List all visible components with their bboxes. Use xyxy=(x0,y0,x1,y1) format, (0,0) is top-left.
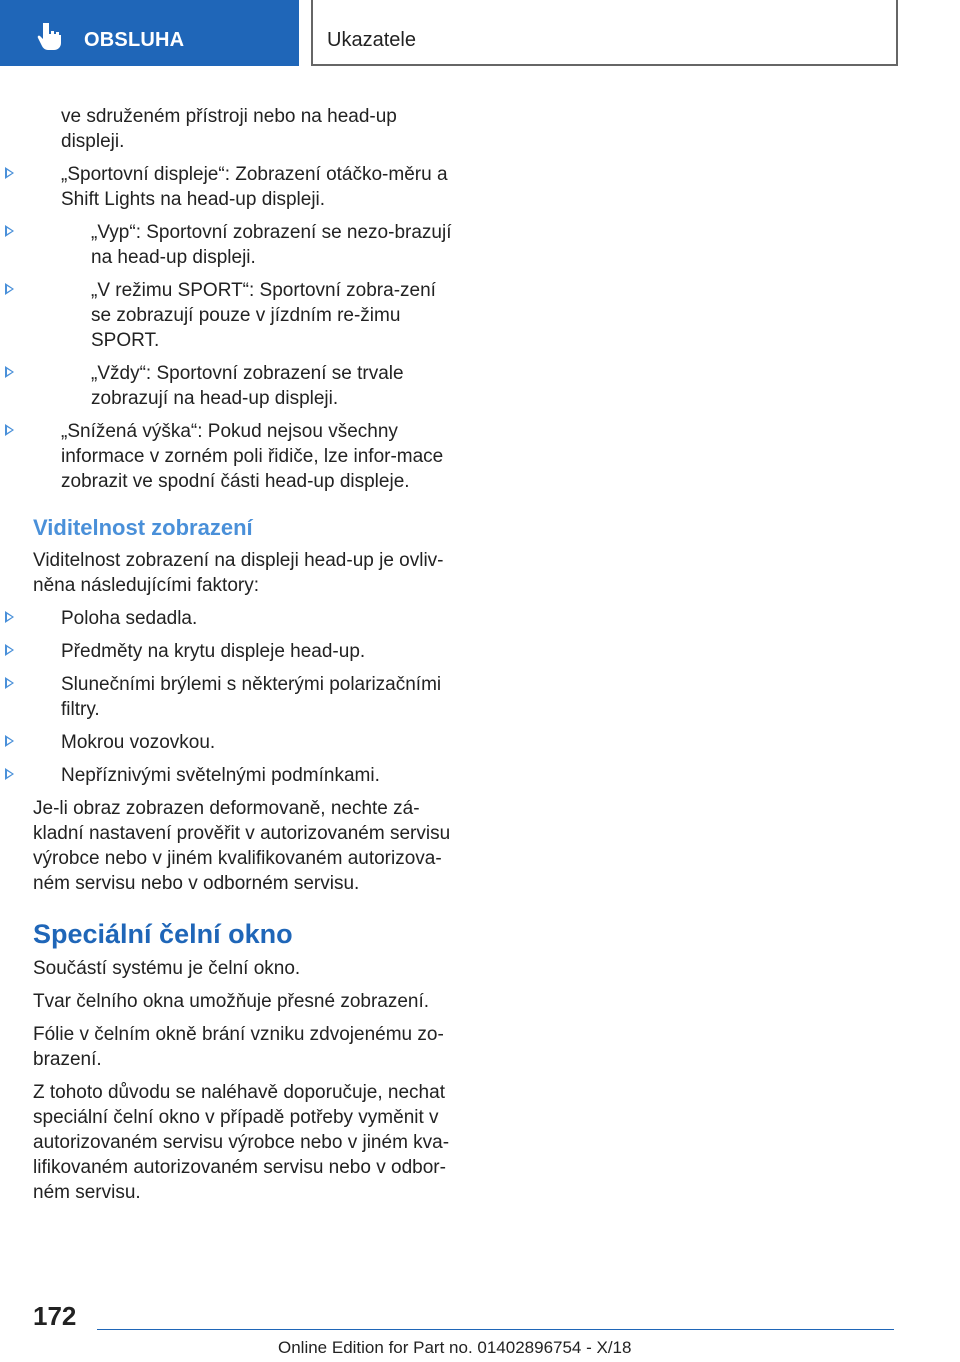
list-item xyxy=(33,639,453,664)
chapter-label: Ukazatele xyxy=(327,29,416,51)
hand-pointer-icon xyxy=(34,20,66,52)
windshield-heading: Speciální čelní okno xyxy=(33,919,293,949)
list-item-text: „Vyp“: Sportovní zobrazení se nezo-brazují na head-up displeji. xyxy=(91,222,452,268)
windshield-paragraph: Fólie v čelním okně brání vzniku zdvojenému zo-brazení. xyxy=(33,1024,444,1070)
list-item xyxy=(33,763,453,788)
windshield-paragraph: Z tohoto důvodu se naléhavě doporučuje, nechat speciální čelní okno v případě potřeby vyměnit v autorizovaném servisu výrobce nebo v jiném kva-lifikovaném autorizovaném servisu nebo v odbor-ném servisu. xyxy=(33,1082,450,1203)
list-item-text: „V režimu SPORT“: Sportovní zobra-zení se zobrazují pouze v jízdním re-žimu SPORT. xyxy=(91,280,436,351)
edition-footer: Online Edition for Part no. 01402896754 - X/18 xyxy=(278,1338,632,1357)
triangle-bullet-icon xyxy=(5,768,14,780)
list-item-text: Poloha sedadla. xyxy=(61,608,198,629)
visibility-heading: Viditelnost zobrazení xyxy=(33,515,253,540)
triangle-bullet-icon xyxy=(5,424,14,436)
triangle-bullet-icon xyxy=(5,644,14,656)
page-content xyxy=(33,104,453,1213)
page-number: 172 xyxy=(33,1301,77,1331)
list-item-text: Slunečními brýlemi s některými polarizačními filtry. xyxy=(61,674,442,720)
list-item-text: Nepříznivými světelnými podmínkami. xyxy=(61,765,380,786)
list-item xyxy=(33,606,453,631)
footer-divider xyxy=(97,1329,894,1330)
sub-list-item-always xyxy=(33,361,453,411)
list-item-text: „Snížená výška“: Pokud nejsou všechny informace v zorném poli řidiče, lze infor-mace zobrazit ve spodní části head-up displeje. xyxy=(61,421,444,492)
windshield-paragraph: Tvar čelního okna umožňuje přesné zobrazení. xyxy=(33,991,430,1012)
triangle-bullet-icon xyxy=(5,735,14,747)
intro-continuation: ve sdruženém přístroji nebo na head-up displeji. xyxy=(61,106,397,152)
list-item-text: Mokrou vozovkou. xyxy=(61,732,216,753)
list-item xyxy=(33,730,453,755)
sub-list-item-sport-mode xyxy=(33,278,453,353)
section-label: OBSLUHA xyxy=(84,29,185,51)
triangle-bullet-icon xyxy=(5,677,14,689)
windshield-paragraph: Součástí systému je čelní okno. xyxy=(33,958,301,979)
chapter-header xyxy=(311,0,898,66)
list-item-sport-displays xyxy=(33,162,453,212)
triangle-bullet-icon xyxy=(5,611,14,623)
visibility-note: Je-li obraz zobrazen deformovaně, nechte zá-kladní nastavení prověřit v autorizovaném servisu výrobce nebo v jiném kvalifikovaném autorizova-ném servisu nebo v odborném servisu. xyxy=(33,798,451,894)
triangle-bullet-icon xyxy=(5,366,14,378)
triangle-bullet-icon xyxy=(5,225,14,237)
triangle-bullet-icon xyxy=(5,283,14,295)
sub-list-item-off xyxy=(33,220,453,270)
section-tab[interactable] xyxy=(0,0,299,66)
list-item-text: „Vždy“: Sportovní zobrazení se trvale zobrazují na head-up displeji. xyxy=(91,363,404,409)
list-item xyxy=(33,672,453,722)
triangle-bullet-icon xyxy=(5,167,14,179)
list-item-reduced-height xyxy=(33,419,453,494)
list-item-text: „Sportovní displeje“: Zobrazení otáčko-měru a Shift Lights na head-up displeji. xyxy=(61,164,448,210)
list-item-text: Předměty na krytu displeje head-up. xyxy=(61,641,366,662)
visibility-intro: Viditelnost zobrazení na displeji head-up je ovliv-něna následujícími faktory: xyxy=(33,550,444,596)
